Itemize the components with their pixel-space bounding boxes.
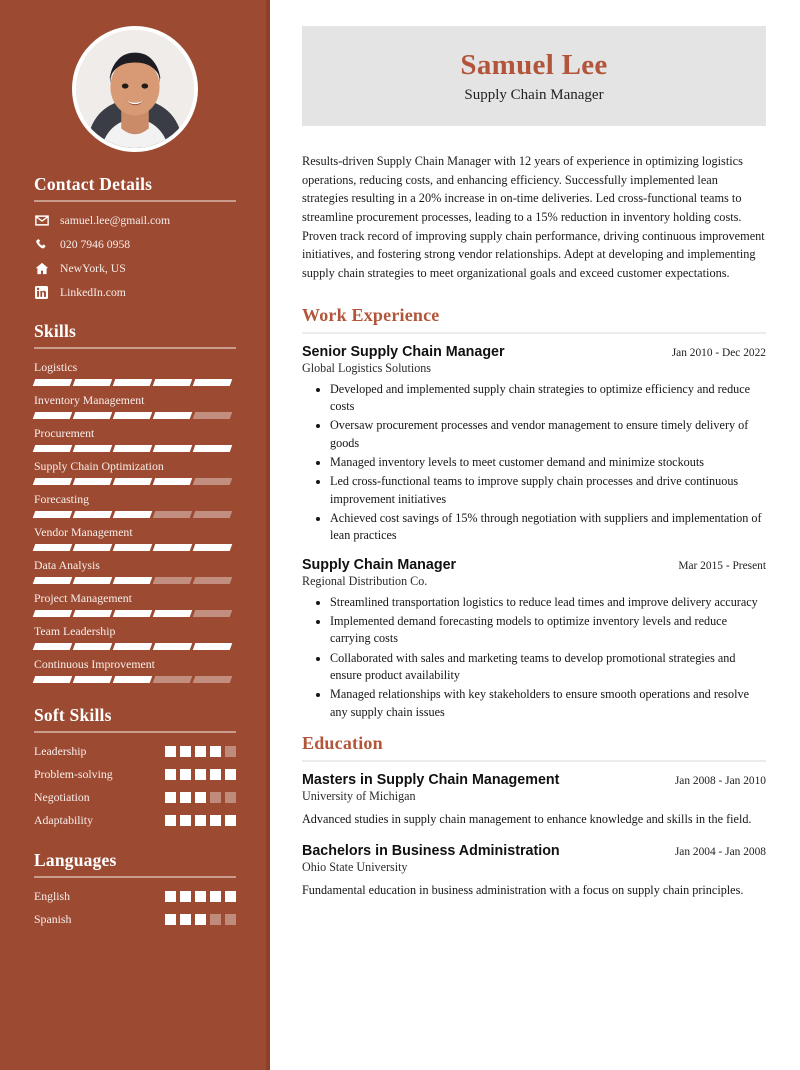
- education-date-range: Jan 2008 - Jan 2010: [674, 774, 766, 787]
- rating-square: [165, 815, 176, 826]
- skill-label: Team Leadership: [34, 624, 116, 638]
- work-bullet: • Oversaw procurement processes and vendor management to ensure timely delivery of goods: [330, 417, 766, 452]
- work-date-range: Jan 2010 - Dec 2022: [671, 346, 766, 359]
- skill-bar-segment: [33, 511, 73, 518]
- contact-section: [34, 174, 236, 299]
- work-bullet: • Developed and implemented supply chain strategies to optimize efficiency and reduce costs: [330, 381, 766, 416]
- skill-bar-segment: [113, 577, 153, 584]
- rating-square: [210, 891, 221, 902]
- skills-title: Skills: [34, 321, 77, 341]
- skill-bar-segment: [193, 445, 233, 452]
- skill-item: [34, 591, 236, 617]
- work-entry: [302, 344, 766, 545]
- skill-bar-segment: [153, 643, 193, 650]
- rating-square: [165, 891, 176, 902]
- contact-item-linkedin[interactable]: [34, 285, 236, 299]
- work-bullet: • Streamlined transportation logistics to reduce lead times and improve delivery accuracy: [330, 594, 766, 611]
- work-company: Global Logistics Solutions: [302, 360, 432, 375]
- envelope-icon: [34, 213, 49, 227]
- page-title: Samuel Lee: [460, 49, 608, 81]
- skill-level-bar: [34, 643, 236, 650]
- rating-square: [180, 792, 191, 803]
- skill-item: [34, 492, 236, 518]
- skill-bar-segment: [113, 445, 153, 452]
- languages-title: Languages: [34, 850, 117, 870]
- skill-label: Continuous Improvement: [34, 657, 155, 671]
- skill-bar-segment: [33, 478, 73, 485]
- skill-level-bar: [34, 544, 236, 551]
- languages-list: [34, 889, 236, 927]
- work-bullet-list: [319, 381, 766, 545]
- skills-divider: [34, 347, 236, 349]
- soft-skills-section: [34, 705, 236, 828]
- rating-square: [195, 792, 206, 803]
- skill-item: [34, 426, 236, 452]
- contact-email-value: samuel.lee@gmail.com: [60, 213, 171, 227]
- skill-bar-segment: [33, 445, 73, 452]
- soft-skill-level: [165, 769, 236, 780]
- name-card: [302, 26, 766, 126]
- education-entry-header: [302, 843, 766, 859]
- rating-square: [180, 891, 191, 902]
- rating-square: [180, 746, 191, 757]
- rating-square: [195, 815, 206, 826]
- work-bullet-list: [319, 594, 766, 721]
- skill-level-bar: [34, 412, 236, 419]
- skill-bar-segment: [73, 676, 113, 683]
- skill-bar-segment: [193, 511, 233, 518]
- rating-square: [210, 792, 221, 803]
- avatar: [72, 26, 198, 152]
- work-experience-section: [302, 305, 766, 721]
- skill-bar-segment: [33, 544, 73, 551]
- skill-bar-segment: [73, 577, 113, 584]
- skill-bar-segment: [113, 478, 153, 485]
- skill-level-bar: [34, 676, 236, 683]
- phone-icon: [34, 237, 49, 251]
- skill-item: [34, 360, 236, 386]
- contact-linkedin-value: LinkedIn.com: [60, 285, 126, 299]
- skill-bar-segment: [193, 577, 233, 584]
- language-item: [34, 912, 236, 927]
- education-date-range: Jan 2004 - Jan 2008: [674, 845, 766, 858]
- soft-skill-label: Adaptability: [34, 813, 93, 827]
- skill-bar-segment: [113, 643, 153, 650]
- language-item: [34, 889, 236, 904]
- skill-bar-segment: [193, 610, 233, 617]
- skill-bar-segment: [153, 610, 193, 617]
- contact-divider: [34, 200, 236, 202]
- soft-skill-item: [34, 813, 236, 828]
- skill-bar-segment: [193, 478, 233, 485]
- skill-level-bar: [34, 577, 236, 584]
- skill-level-bar: [34, 511, 236, 518]
- work-experience-title: Work Experience: [302, 304, 440, 325]
- education-entries: [302, 772, 766, 899]
- professional-summary: Results-driven Supply Chain Manager with 12 years of experience in optimizing logistics operations, reducing costs, and enhancing efficiency. Successfully implemented lean strategies resulting in a 20% increase in on-time deliveries. Led cross-functional teams to streamline procurement processes, leading to a 15% reduction in inventory holding costs. Proven track record of improving supply chain performance, driving continuous improvement initiatives, and fostering strong vendor relationships. Adept at developing and implementing supply chain strategies to meet organizational goals and exceed customer expectations.: [302, 153, 765, 281]
- main-content: [270, 0, 800, 1070]
- skill-bar-segment: [193, 412, 233, 419]
- skill-bar-segment: [113, 544, 153, 551]
- language-label: English: [34, 889, 71, 903]
- skill-label: Procurement: [34, 426, 95, 440]
- rating-square: [165, 914, 176, 925]
- skill-label: Supply Chain Optimization: [34, 459, 164, 473]
- education-degree: Bachelors in Business Administration: [302, 842, 560, 859]
- skill-item: [34, 525, 236, 551]
- skill-bar-segment: [153, 478, 193, 485]
- work-bullet: • Achieved cost savings of 15% through negotiation with suppliers and implementation of lean practices: [330, 510, 766, 545]
- work-bullet: • Implemented demand forecasting models to optimize inventory levels and reduce carrying costs: [330, 613, 766, 648]
- contact-item-location[interactable]: [34, 261, 236, 275]
- contact-title: Contact Details: [34, 174, 153, 194]
- education-entry-header: [302, 772, 766, 788]
- languages-section: [34, 850, 236, 927]
- work-bullet: • Led cross-functional teams to improve supply chain processes and drive continuous improvement initiatives: [330, 473, 766, 508]
- skill-bar-segment: [153, 379, 193, 386]
- sidebar: [0, 0, 270, 1070]
- education-school: Ohio State University: [302, 859, 408, 874]
- skill-label: Inventory Management: [34, 393, 145, 407]
- work-entry: [302, 557, 766, 721]
- skill-bar-segment: [153, 445, 193, 452]
- contact-item-email[interactable]: [34, 213, 236, 227]
- skill-bar-segment: [33, 379, 73, 386]
- soft-skill-item: [34, 767, 236, 782]
- education-description: Advanced studies in supply chain management to enhance knowledge and skills in the field.: [302, 811, 752, 826]
- education-entry: [302, 843, 766, 900]
- soft-skills-divider: [34, 731, 236, 733]
- soft-skill-level: [165, 792, 236, 803]
- rating-square: [210, 746, 221, 757]
- skill-bar-segment: [113, 511, 153, 518]
- skill-bar-segment: [73, 511, 113, 518]
- linkedin-icon: [34, 285, 49, 299]
- language-label: Spanish: [34, 912, 72, 926]
- rating-square: [225, 792, 236, 803]
- soft-skill-level: [165, 815, 236, 826]
- skill-label: Data Analysis: [34, 558, 100, 572]
- language-level: [165, 914, 236, 925]
- skill-bar-segment: [113, 412, 153, 419]
- education-entry: [302, 772, 766, 829]
- soft-skill-item: [34, 744, 236, 759]
- rating-square: [180, 914, 191, 925]
- skill-bar-segment: [153, 511, 193, 518]
- skill-bar-segment: [193, 676, 233, 683]
- skill-bar-segment: [193, 643, 233, 650]
- person-portrait-photo-icon: [76, 30, 194, 148]
- skill-bar-segment: [73, 445, 113, 452]
- skill-bar-segment: [33, 676, 73, 683]
- soft-skills-title: Soft Skills: [34, 705, 112, 725]
- rating-square: [180, 769, 191, 780]
- rating-square: [195, 746, 206, 757]
- skill-bar-segment: [73, 544, 113, 551]
- skill-bar-segment: [153, 544, 193, 551]
- education-school: University of Michigan: [302, 788, 416, 803]
- rating-square: [165, 792, 176, 803]
- work-bullet: • Collaborated with sales and marketing teams to develop promotional strategies and ensure product availability: [330, 650, 766, 685]
- skill-label: Logistics: [34, 360, 78, 374]
- work-entries: [302, 344, 766, 721]
- skill-label: Project Management: [34, 591, 132, 605]
- skills-list: [34, 360, 236, 683]
- skill-bar-segment: [33, 577, 73, 584]
- skill-bar-segment: [153, 676, 193, 683]
- skill-bar-segment: [73, 379, 113, 386]
- rating-square: [210, 914, 221, 925]
- rating-square: [195, 769, 206, 780]
- rating-square: [165, 746, 176, 757]
- languages-divider: [34, 876, 236, 878]
- education-divider: [302, 760, 766, 762]
- rating-square: [195, 891, 206, 902]
- skill-item: [34, 393, 236, 419]
- skill-bar-segment: [73, 412, 113, 419]
- rating-square: [195, 914, 206, 925]
- soft-skill-label: Problem-solving: [34, 767, 113, 781]
- contact-phone-value: 020 7946 0958: [60, 237, 131, 251]
- work-role: Senior Supply Chain Manager: [302, 343, 505, 360]
- skill-bar-segment: [33, 610, 73, 617]
- job-title: Supply Chain Manager: [464, 86, 604, 103]
- skill-item: [34, 624, 236, 650]
- education-title: Education: [302, 732, 383, 753]
- soft-skill-label: Negotiation: [34, 790, 90, 804]
- skill-bar-segment: [113, 610, 153, 617]
- rating-square: [225, 891, 236, 902]
- skill-level-bar: [34, 610, 236, 617]
- work-bullet: • Managed relationships with key stakeholders to ensure smooth operations and resolve any supply chain issues: [330, 686, 766, 721]
- skill-bar-segment: [153, 577, 193, 584]
- skill-bar-segment: [33, 412, 73, 419]
- education-section: [302, 733, 766, 899]
- skill-level-bar: [34, 478, 236, 485]
- rating-square: [210, 815, 221, 826]
- skill-item: [34, 657, 236, 683]
- skill-label: Forecasting: [34, 492, 90, 506]
- skill-bar-segment: [113, 379, 153, 386]
- work-role: Supply Chain Manager: [302, 556, 457, 573]
- soft-skill-label: Leadership: [34, 744, 87, 758]
- rating-square: [210, 769, 221, 780]
- skill-item: [34, 558, 236, 584]
- skill-level-bar: [34, 379, 236, 386]
- skills-section: [34, 321, 236, 683]
- language-level: [165, 891, 236, 902]
- skill-bar-segment: [193, 379, 233, 386]
- avatar-container: [34, 0, 236, 152]
- contact-item-phone[interactable]: [34, 237, 236, 251]
- work-bullet: • Managed inventory levels to meet customer demand and minimize stockouts: [330, 454, 766, 471]
- home-icon: [34, 261, 49, 275]
- rating-square: [225, 769, 236, 780]
- rating-square: [225, 746, 236, 757]
- skill-bar-segment: [33, 643, 73, 650]
- skill-bar-segment: [153, 412, 193, 419]
- education-degree: Masters in Supply Chain Management: [302, 771, 560, 788]
- work-experience-divider: [302, 332, 766, 334]
- work-date-range: Mar 2015 - Present: [678, 559, 766, 572]
- skill-bar-segment: [113, 676, 153, 683]
- work-entry-header: [302, 344, 766, 360]
- skill-bar-segment: [73, 643, 113, 650]
- rating-square: [180, 815, 191, 826]
- skill-bar-segment: [73, 610, 113, 617]
- skill-bar-segment: [73, 478, 113, 485]
- rating-square: [225, 815, 236, 826]
- skill-bar-segment: [193, 544, 233, 551]
- soft-skill-item: [34, 790, 236, 805]
- skill-label: Vendor Management: [34, 525, 133, 539]
- work-company: Regional Distribution Co.: [302, 573, 428, 588]
- soft-skills-list: [34, 744, 236, 828]
- education-description: Fundamental education in business administration with a focus on supply chain principles.: [302, 882, 744, 897]
- skill-item: [34, 459, 236, 485]
- soft-skill-level: [165, 746, 236, 757]
- work-entry-header: [302, 557, 766, 573]
- rating-square: [225, 914, 236, 925]
- skill-level-bar: [34, 445, 236, 452]
- contact-location-value: NewYork, US: [60, 261, 126, 275]
- rating-square: [165, 769, 176, 780]
